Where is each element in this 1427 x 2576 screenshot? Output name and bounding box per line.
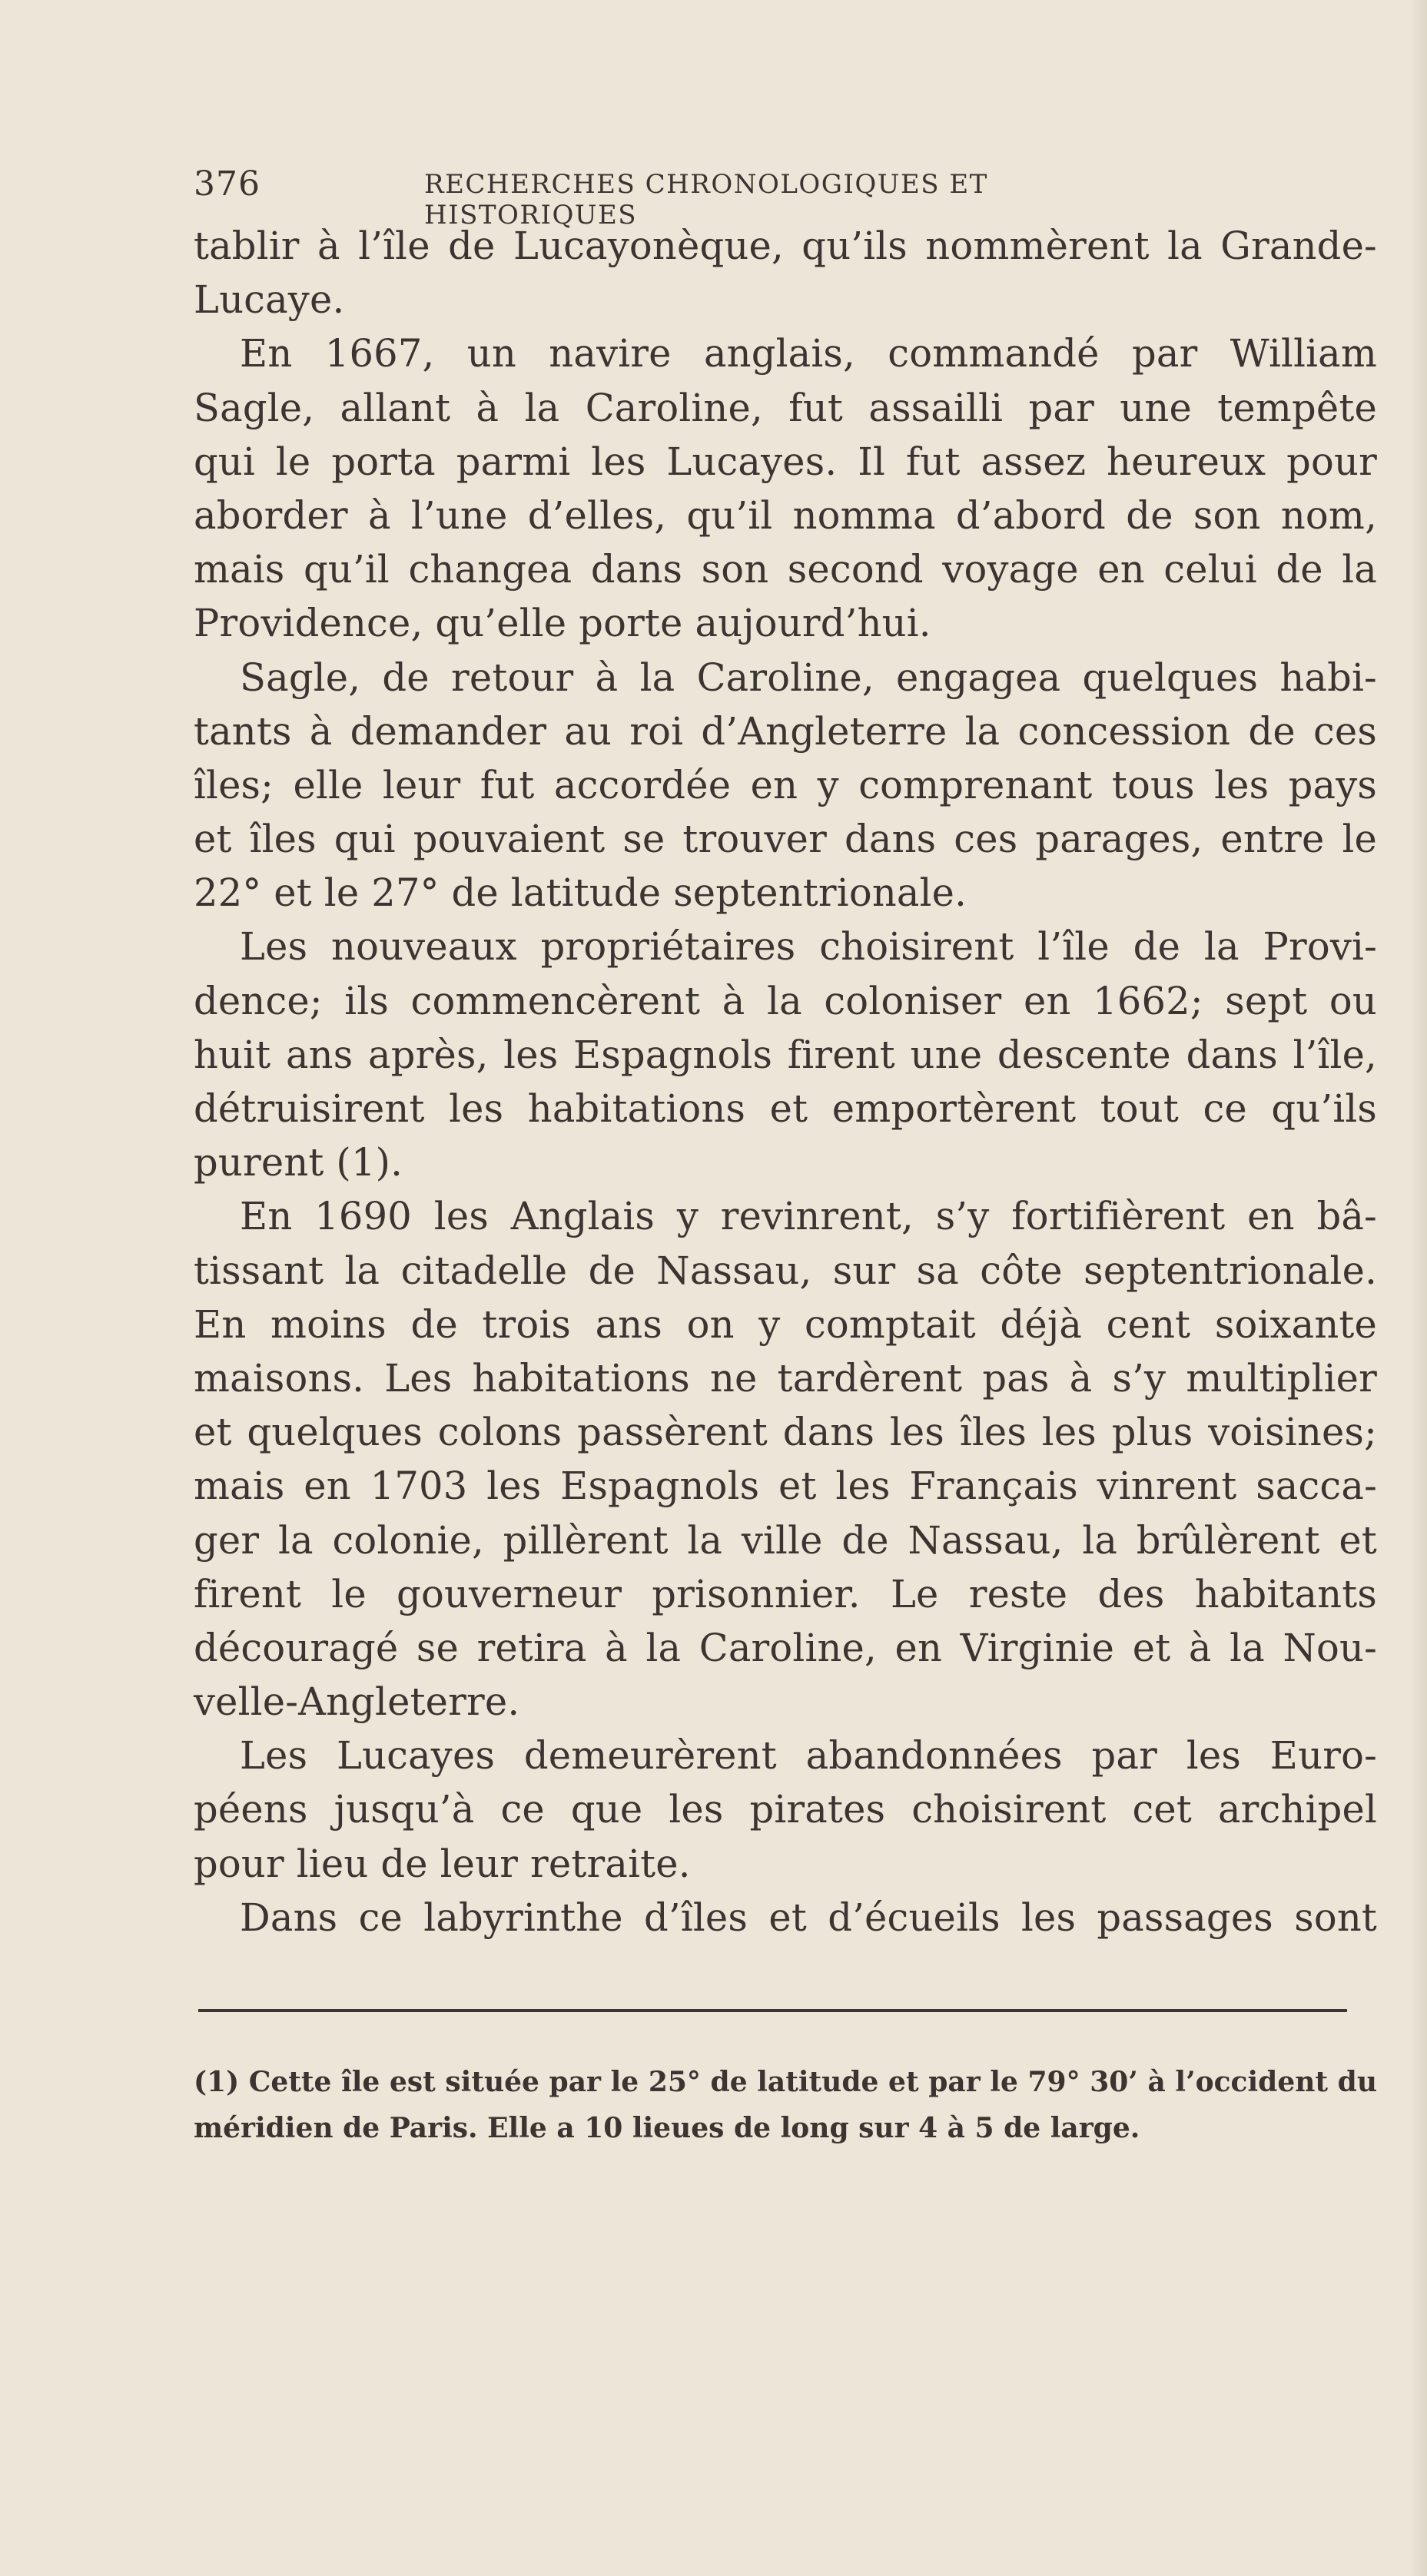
text-line: Providence, qu’elle porte aujourd’hui. — [194, 601, 931, 646]
text-line: Les nouveaux propriétaires choisirent l’île de la Provi- — [240, 924, 1377, 970]
text-line: ger la colonie, pillèrent la ville de Nassau, la brûlèrent et — [194, 1517, 1377, 1563]
text-line: dence; ils commencèrent à la coloniser en 1662; sept ou — [194, 978, 1377, 1023]
text-line: Lucaye. — [194, 277, 345, 323]
text-line: purent (1). — [194, 1140, 403, 1185]
text-line: Les Lucayes demeurèrent abandonnées par les Euro- — [240, 1733, 1377, 1779]
text-line: détruisirent les habitations et emportèrent tout ce qu’ils — [194, 1086, 1377, 1131]
footnotes — [194, 2059, 1377, 2151]
text-line: Sagle, de retour à la Caroline, engagea quelques habi- — [240, 655, 1377, 700]
text-line: Sagle, allant à la Caroline, fut assailli par une tempête — [194, 385, 1377, 430]
page-header — [194, 164, 1193, 230]
text-line: et îles qui pouvaient se trouver dans ces parages, entre le — [194, 817, 1377, 862]
text-line: découragé se retira à la Caroline, en Virginie et à la Nou- — [194, 1625, 1377, 1670]
text-line: velle-Angleterre. — [194, 1679, 520, 1725]
text-line: îles; elle leur fut accordée en y comprenant tous les pays — [194, 762, 1377, 807]
text-line: mais en 1703 les Espagnols et les Français vinrent sacca- — [194, 1464, 1377, 1509]
text-line: maisons. Les habitations ne tardèrent pas à s’y multiplier — [194, 1355, 1377, 1401]
text-line: tants à demander au roi d’Angleterre la concession de ces — [194, 708, 1377, 754]
text-line: aborder à l’une d’elles, qu’il nomma d’abord de son nom, — [194, 492, 1377, 538]
text-line: qui le porta parmi les Lucayes. Il fut assez heureux pour — [194, 439, 1377, 484]
text-line: pour lieu de leur retraite. — [194, 1841, 691, 1886]
text-line: et quelques colons passèrent dans les îles les plus voisines; — [194, 1410, 1377, 1455]
footnote-separator-rule — [198, 2009, 1347, 2012]
text-line: tissant la citadelle de Nassau, sur sa côte septentrionale. — [194, 1248, 1377, 1293]
text-line: Dans ce labyrinthe d’îles et d’écueils les passages sont — [240, 1895, 1377, 1940]
body-text — [194, 219, 1377, 1944]
text-line: 22° et le 27° de latitude septentrionale. — [194, 870, 967, 916]
text-line: mais qu’il changea dans son second voyage en celui de la — [194, 547, 1377, 592]
text-line: tablir à l’île de Lucayonèque, qu’ils nommèrent la Grande- — [194, 224, 1377, 268]
text-line: En 1667, un navire anglais, commandé par William — [240, 331, 1377, 376]
footnote-line-2: méridien de Paris. Elle a 10 lieues de long sur 4 à 5 de large. — [194, 2112, 1140, 2144]
footnote-line-1: (1) Cette île est située par le 25° de latitude et par le 79° 30’ à l’occident du — [194, 2066, 1377, 2098]
text-line: firent le gouverneur prisonnier. Le reste des habitants — [194, 1571, 1377, 1616]
text-line: En moins de trois ans on y comptait déjà cent soixante — [194, 1301, 1377, 1347]
text-line: péens jusqu’à ce que les pirates choisirent cet archipel — [194, 1787, 1377, 1832]
running-title: RECHERCHES CHRONOLOGIQUES ET HISTORIQUES — [424, 169, 988, 230]
text-line: En 1690 les Anglais y revinrent, s’y fortifièrent en bâ- — [240, 1194, 1377, 1239]
page-edge-shadow — [1410, 0, 1427, 2576]
page-number: 376 — [194, 164, 261, 204]
text-line: huit ans après, les Espagnols firent une descente dans l’île, — [194, 1032, 1377, 1077]
